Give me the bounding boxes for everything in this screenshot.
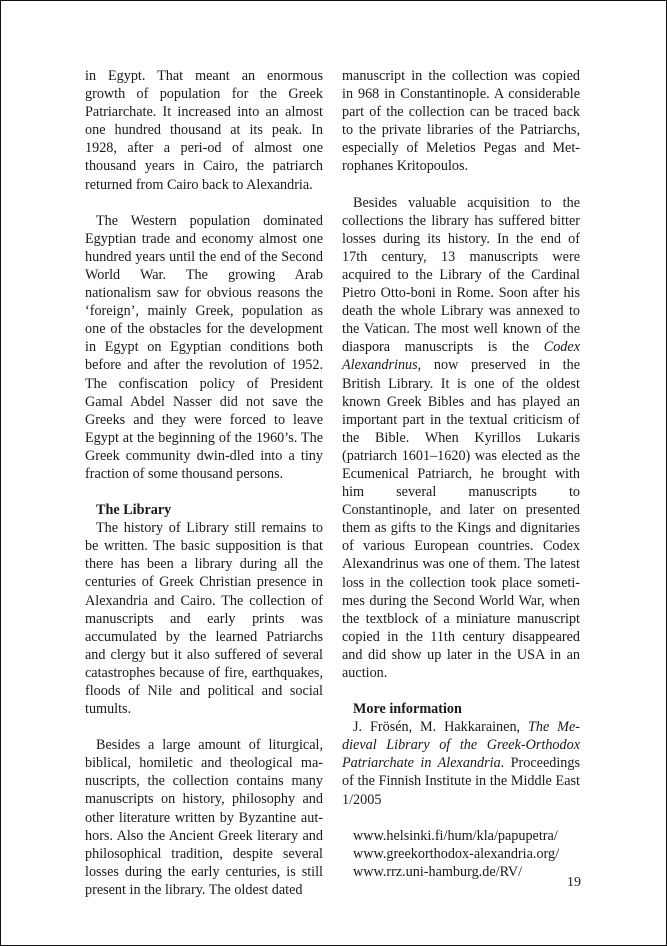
reference-details: . Proceedings of the Finnish Institute in the Middle East 1/2005 bbox=[342, 755, 580, 808]
paragraph: Besides a large amount of liturgical, biblical, homiletic and theological ma-nuscripts, the collection contains many manuscripts on history, philosophy and other literature written by Byzantine aut-hors. Also the Ancient Greek literary and philosophical tradition, despite several losses during the early centuries, is still present in the library. The oldest dated bbox=[85, 737, 323, 898]
paragraph bbox=[342, 194, 580, 683]
text-run: Besides valuable acquisition to the collections the library has suffered bitter losses during its history. In the end of 17th century, 13 manuscripts were acquired to the Library of the Cardinal Pietro Otto-boni in Rome. Soon after his death the whole Library was annexed to the Vatican. The most well known of the diaspora manuscripts is the bbox=[342, 194, 580, 356]
paragraph: manuscript in the collection was copied in 968 in Constantinople. A considerable part of the collection can be traced back to the private libraries of the Patriarchs, especially of Meletios Pegas and Met-rophanes Kritopoulos. bbox=[342, 68, 580, 175]
reference-authors: J. Frösén, M. Hakkarainen, bbox=[353, 719, 528, 736]
paragraph-gap bbox=[342, 682, 580, 700]
left-column bbox=[85, 67, 323, 899]
link-greekorthodox[interactable]: www.greekorthodox-alexandria.org/ bbox=[353, 845, 560, 862]
paragraph-gap bbox=[85, 718, 323, 736]
paragraph-gap bbox=[85, 483, 323, 501]
section-heading-library: The Library bbox=[96, 502, 172, 519]
reference-title: The Me-dieval Library of the Greek-Orthodox Patriarchate in Alexandria bbox=[342, 719, 580, 772]
paragraph-gap bbox=[85, 194, 323, 212]
section-heading-more-information: More information bbox=[353, 701, 462, 718]
paragraph-gap bbox=[342, 176, 580, 194]
page-number: 19 bbox=[567, 875, 581, 890]
right-column bbox=[342, 67, 580, 881]
paragraph: The Western population dominated Egyptian trade and economy almost one hundred years until the end of the Second World War. The growing Arab nationalism saw for obvious reasons the ‘foreign’, mainly Greek, population as one of the obstacles for the development in Egypt on Egyptian conditions both before and after the revolution of 1952. The confiscation policy of President Gamal Abdel Nasser did not save the Greeks and they were forced to leave Egypt at the beginning of the 1960’s. The Greek community dwin-dled into a tiny fraction of some thousand persons. bbox=[85, 212, 323, 482]
link-uni-hamburg[interactable]: www.rrz.uni-hamburg.de/RV/ bbox=[353, 863, 523, 880]
link-list bbox=[342, 827, 580, 881]
paragraph-gap bbox=[342, 809, 580, 827]
link-helsinki[interactable]: www.helsinki.fi/hum/kla/papupetra/ bbox=[353, 827, 558, 844]
codex-title: Codex Alexandrinus bbox=[342, 339, 580, 374]
paragraph: The history of Library still remains to be written. The basic supposition is that there has been a library during all the centuries of Greek Christian presence in Alexandria and Cairo. The collection of manuscripts and early prints was accumulated by the learned Patriarchs and clergy but it also suffered of several catastrophes because of fire, earthquakes, floods of Nile and political and social tumults. bbox=[85, 520, 323, 718]
reference bbox=[342, 718, 580, 808]
paragraph: in Egypt. That meant an enormous growth of population for the Greek Patriarchate. It increased into an almost one hundred thousand at its peak. In 1928, after a peri-od of almost one thousand years in Cairo, the patriarch returned from Cairo back to Alexandria. bbox=[85, 68, 323, 193]
text-run: , now preserved in the British Library. It is one of the oldest known Greek Bibles and has played an important part in the textual criticism of the Bible. When Kyrillos Lukaris (patriarch 1601–1620) was elected as the Ecumenical Patriarch, he brought with him several manuscripts to Constantinople, and later on presented them as gifts to the Kings and dignitaries of various European countries. Codex Alexandrinus was one of them. The latest loss in the collection took place someti-mes during the Second World War, when the textblock of a miniature manuscript copied in the 11th century disappeared and did show up later in the USA in an auction. bbox=[342, 357, 580, 681]
